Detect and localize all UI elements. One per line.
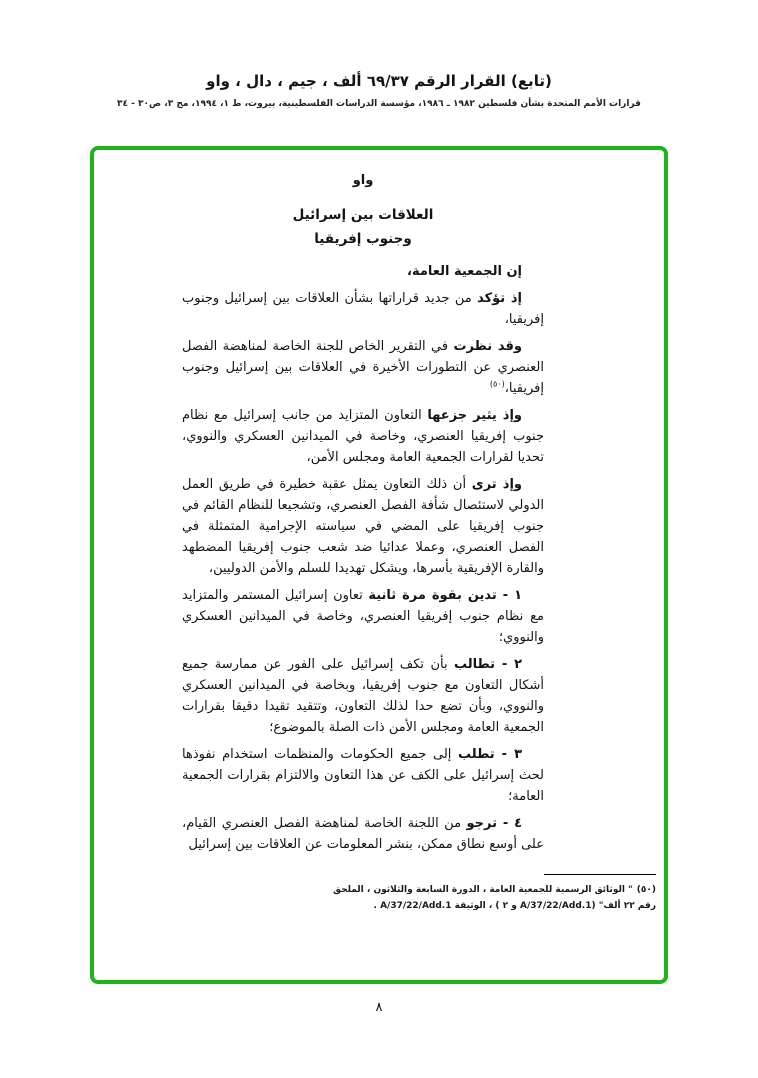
paragraph-operative-4 xyxy=(182,813,544,855)
source-citation: قرارات الأمم المتحدة بشأن فلسطين ١٩٨٢ ـ ١٩٨٦، مؤسسة الدراسات الفلسطينية، بيروت، ط ١، ١٩٩٤، مج ٣، ص٣٠ - ٣٤ xyxy=(117,99,641,109)
page-title: (تابع) القرار الرقم ٦٩/٣٧ ألف ، جيم ، دال ، واو xyxy=(206,72,552,90)
footnote-reference: (٥٠) xyxy=(489,379,505,389)
footnote-block xyxy=(232,874,656,914)
resolution-body xyxy=(182,170,544,855)
resolution-title xyxy=(182,203,544,251)
paragraph-text: بأن تكف إسرائيل على الفور عن ممارسة جميع أشكال التعاون مع جنوب إفريقيا، وبخاصة في الميدانين العسكري والنووي، وبأن تضع حدا لذلك التعاون، وتتقيد تقيدا دقيقا بقرارات الجمعية العامة ومجلس الأمن ذات الصلة بالموضوع؛ xyxy=(182,657,544,735)
footnote-text: " الوثائق الرسمية للجمعية العامة ، الدورة السابعة والثلاثون ، الملحق xyxy=(333,885,633,895)
paragraph-lead: إن الجمعية العامة، xyxy=(407,264,522,279)
paragraph-operative-3 xyxy=(182,744,544,807)
paragraph-operative-2 xyxy=(182,654,544,738)
paragraph-lead: وإذ يثير جزعها xyxy=(427,408,522,423)
page-number: ٨ xyxy=(375,1000,383,1015)
paragraph-text: من جديد قراراتها بشأن العلاقات بين إسرائيل وجنوب إفريقيا، xyxy=(182,291,544,327)
paragraph-text: في التقرير الخاص للجنة الخاصة لمناهضة الفصل العنصري عن التطورات الأخيرة في العلاقات بين إسرائيل وجنوب إفريقيا، xyxy=(182,339,544,396)
paragraph-opening xyxy=(182,261,544,282)
paragraph-text: أن ذلك التعاون يمثل عقبة خطيرة في طريق العمل الدولي لاستئصال شأفة الفصل العنصري، وتشجيعا للنظام القائم في جنوب إفريقيا على المضي في سياسته الإجرامية المتمثلة في الفصل العنصري، وعملا عدائيا ضد شعب جنوب إفريقيا المضطهد والقارة الإفريقية بأسرها، ويشكل تهديدا للسلم والأمن الدوليين، xyxy=(182,477,544,576)
paragraph-text: إلى جميع الحكومات والمنظمات استخدام نفوذها لحث إسرائيل على الكف عن هذا التعاون والالتزام بقرارات الجمعية العامة؛ xyxy=(182,747,544,804)
paragraph-text: التعاون المتزايد من جانب إسرائيل مع نظام جنوب إفريقيا العنصري، وخاصة في الميدانين العسكري والنووي، تحديا لقرارات الجمعية العامة ومجلس الأمن، xyxy=(182,408,544,465)
section-letter: واو xyxy=(352,173,374,188)
resolution-title-line-1: العلاقات بين إسرائيل xyxy=(292,207,434,223)
paragraph-operative-1 xyxy=(182,585,544,648)
paragraph-lead: ٢ - تطالب xyxy=(453,657,522,672)
paragraph-lead: ٣ - تطلب xyxy=(458,747,523,762)
paragraph-preambular-2 xyxy=(182,336,544,399)
paragraph-lead: ١ - تدين بقوة مرة ثانية xyxy=(368,588,522,603)
paragraph-preambular-3 xyxy=(182,405,544,468)
paragraph-preambular-1 xyxy=(182,288,544,330)
footnote-divider xyxy=(544,874,656,875)
content-frame xyxy=(90,146,668,984)
paragraph-lead: إذ تؤكد xyxy=(477,291,522,306)
paragraph-preambular-4 xyxy=(182,474,544,579)
footnote-line-1 xyxy=(232,882,656,898)
paragraph-text: من اللجنة الخاصة لمناهضة الفصل العنصري القيام، على أوسع نطاق ممكن، بنشر المعلومات عن العلاقات بين إسرائيل xyxy=(182,816,544,852)
paragraph-lead: وإذ ترى xyxy=(471,477,522,492)
paragraph-text: تعاون إسرائيل المستمر والمتزايد مع نظام جنوب إفريقيا العنصري، وخاصة في الميدانين العسكري والنووي؛ xyxy=(182,588,544,645)
paragraph-lead: ٤ - ترجو xyxy=(466,816,522,831)
resolution-title-line-2: وجنوب إفريقيا xyxy=(314,231,412,247)
footnote-line-2: رقم ٢٢ ألف" (A/37/22/Add.1 و ٢ ) ، الوثيقة A/37/22/Add.1 . xyxy=(373,901,656,911)
paragraph-lead: وقد نظرت xyxy=(453,339,522,354)
footnote-marker: (٥٠) xyxy=(636,885,656,895)
